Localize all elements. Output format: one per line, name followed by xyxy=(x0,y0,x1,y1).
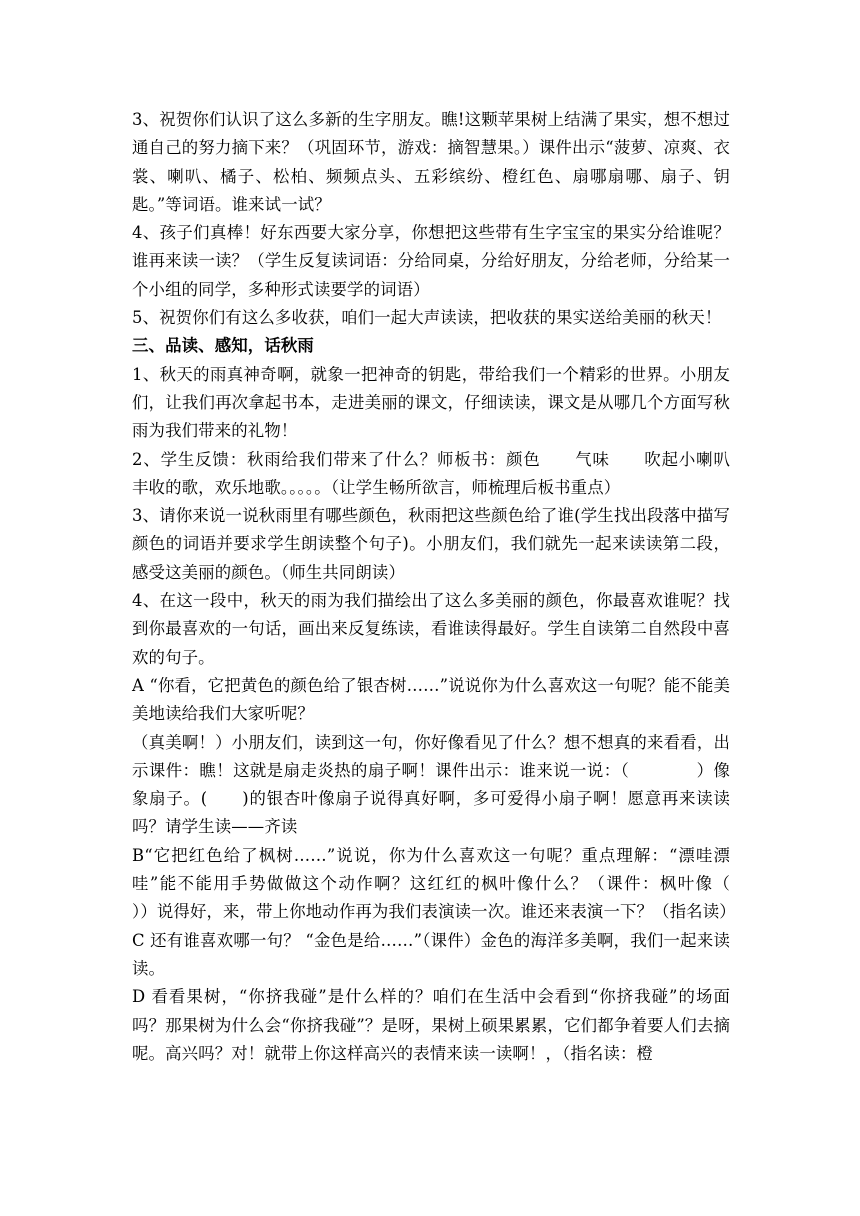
paragraph-item-b: B“它把红色给了枫树……”说说，你为什么喜欢这一句呢？重点理解：“漂哇漂哇”能不能用手势做做这个动作啊？这红红的枫叶像什么？（课件：枫叶像（ ））说得好，来，带上你地动作再为我们表演读一次。谁还来表演一下？（指名读） xyxy=(132,845,764,922)
paragraph-item-c: C 还有谁喜欢哪一句？ “金色是给……”（课件）金色的海洋多美啊，我们一起来读读。 xyxy=(132,930,730,978)
paragraph-magic-key: 1、秋天的雨真神奇啊，就象一把神奇的钥匙，带给我们一个精彩的世界。小朋友们，让我们再次拿起书本，走进美丽的课文，仔细读读，课文是从哪几个方面写秋雨为我们带来的礼物！ xyxy=(132,364,730,441)
document-page xyxy=(132,106,764,1068)
paragraph-favorite-sentence: 4、在这一段中，秋天的雨为我们描绘出了这么多美丽的颜色，你最喜欢谁呢？找到你最喜欢的一句话，画出来反复练读，看谁读得最好。学生自读第二自然段中喜欢的句子。 xyxy=(132,591,730,667)
paragraph-share-fruits: 4、孩子们真棒！好东西要大家分享，你想把这些带有生字宝宝的果实分给谁呢？谁再来读一读？（学生反复读词语：分给同桌，分给好朋友，分给老师，分给某一个小组的同学，多种形式读要学的词语） xyxy=(132,223,730,299)
section-heading-autumn-rain: 三、品读、感知，话秋雨 xyxy=(132,336,314,356)
paragraph-read-aloud: 5、祝贺你们有这么多收获，咱们一起大声读读，把收获的果实送给美丽的秋天！ xyxy=(132,308,722,328)
paragraph-colors: 3、请你来说一说秋雨里有哪些颜色，秋雨把这些颜色给了谁(学生找出段落中描写颜色的词语并要求学生朗读整个句子)。小朋友们，我们就先一起来读读第二段，感受这美丽的颜色。（师生共同朗读） xyxy=(132,506,730,582)
paragraph-student-feedback: 2、学生反馈：秋雨给我们带来了什么？师板书：颜色 气味 吹起小喇叭 丰收的歌，欢乐地歌。。。。。（让学生畅所欲言，师梳理后板书重点） xyxy=(132,449,752,497)
paragraph-item-a: A “你看，它把黄色的颜色给了银杏树……”说说你为什么喜欢这一句呢？能不能美美地读给我们大家听呢？ xyxy=(132,675,730,724)
paragraph-item-d: D 看看果树，“你挤我碰”是什么样的？咱们在生活中会看到“你挤我碰”的场面吗？那果树为什么会“你挤我碰”？是呀，果树上硕果累累，它们都争着要人们去摘呢。高兴吗？对！就带上你这样高兴的表情来读一读啊！，（指名读：橙 xyxy=(132,987,730,1063)
paragraph-item-a-followup: （真美啊！）小朋友们，读到这一句，你好像看见了什么？想不想真的来看看，出示课件：瞧！这就是扇走炎热的扇子啊！课件出示：谁来说一说：（ ）像象扇子。( )的银杏叶像扇子说得真好啊，多可爱得小扇子啊！愿意再来读读吗？请学生读——齐读 xyxy=(132,732,730,837)
paragraph-congrats-new-words: 3、祝贺你们认识了这么多新的生字朋友。瞧!这颗苹果树上结满了果实，想不想过通自己的努力摘下来？（巩固环节，游戏：摘智慧果。）课件出示“菠萝、凉爽、衣裳、喇叭、橘子、松柏、频频点头、五彩缤纷、橙红色、扇哪扇哪、扇子、钥匙。”等词语。谁来试一试？ xyxy=(132,110,730,214)
